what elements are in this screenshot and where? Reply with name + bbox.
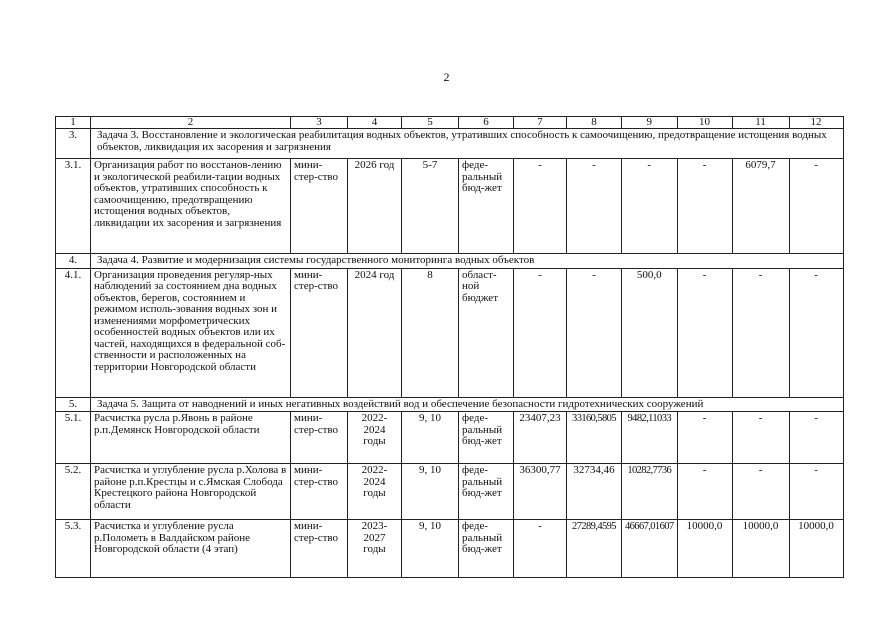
funding-value-col12: - — [789, 268, 843, 397]
column-number: 1 — [56, 117, 91, 129]
executor: мини-стер-ство — [291, 520, 348, 578]
indicator-numbers: 5-7 — [402, 159, 459, 254]
executor: мини-стер-ство — [291, 159, 348, 254]
program-table — [55, 116, 844, 578]
task-title: Задача 3. Восстановление и экологическая реабилитация водных объектов, утративших способность к самоочищению, предотвращение истощения водных объектов, ликвидация их засорения и загрязнения — [91, 129, 844, 159]
column-number: 6 — [459, 117, 514, 129]
funding-value-col7: - — [514, 268, 567, 397]
funding-source: феде-ральный бюд-жет — [459, 464, 514, 520]
funding-value-col11: 10000,0 — [732, 520, 789, 578]
funding-value-col7: 36300,77 — [514, 464, 567, 520]
indicator-numbers: 9, 10 — [402, 520, 459, 578]
period: 2024 год — [348, 268, 402, 397]
column-number: 8 — [567, 117, 622, 129]
column-number: 12 — [789, 117, 843, 129]
funding-source: област-ной бюджет — [459, 268, 514, 397]
executor: мини-стер-ство — [291, 412, 348, 464]
funding-value-col7: - — [514, 520, 567, 578]
funding-value-col11: - — [732, 412, 789, 464]
row-number: 5.2. — [56, 464, 91, 520]
row-number: 5.1. — [56, 412, 91, 464]
row-number: 5. — [56, 397, 91, 412]
page-number: 2 — [443, 70, 450, 84]
funding-value-col10: - — [677, 159, 732, 254]
task-row — [56, 129, 844, 159]
funding-value-col9: 46667,01607 — [622, 520, 678, 578]
funding-value-col10: - — [677, 412, 732, 464]
activity-name: Расчистка и углубление русла р.Холова в районе р.п.Крестцы и с.Ямская Слобода Крестецкого района Новгородской области — [91, 464, 291, 520]
column-number: 7 — [514, 117, 567, 129]
column-number: 2 — [91, 117, 291, 129]
funding-value-col8: 33160,5805 — [567, 412, 622, 464]
funding-value-col11: 6079,7 — [732, 159, 789, 254]
funding-value-col9: 500,0 — [622, 268, 678, 397]
executor: мини-стер-ство — [291, 464, 348, 520]
funding-value-col12: - — [789, 159, 843, 254]
indicator-numbers: 9, 10 — [402, 464, 459, 520]
row-number: 4. — [56, 254, 91, 269]
funding-value-col11: - — [732, 268, 789, 397]
task-row — [56, 254, 844, 269]
row-number: 5.3. — [56, 520, 91, 578]
funding-value-col12: 10000,0 — [789, 520, 843, 578]
funding-value-col9: - — [622, 159, 678, 254]
activity-row — [56, 159, 844, 254]
executor: мини-стер-ство — [291, 268, 348, 397]
funding-value-col9: 10282,7736 — [622, 464, 678, 520]
funding-source: феде-ральный бюд-жет — [459, 159, 514, 254]
activity-row — [56, 412, 844, 464]
funding-value-col10: 10000,0 — [677, 520, 732, 578]
activity-name: Расчистка русла р.Явонь в районе р.п.Демянск Новгородской области — [91, 412, 291, 464]
column-number: 10 — [677, 117, 732, 129]
period: 2022-2024 годы — [348, 464, 402, 520]
period: 2023-2027 годы — [348, 520, 402, 578]
task-title: Задача 5. Защита от наводнений и иных негативных воздействий вод и обеспечение безопасности гидротехнических сооружений — [91, 397, 844, 412]
funding-value-col7: - — [514, 159, 567, 254]
funding-value-col8: - — [567, 159, 622, 254]
column-number: 5 — [402, 117, 459, 129]
activity-name: Организация проведения регуляр-ных наблюдений за состоянием дна водных объектов, берегов, состоянием и режимом исполь-зования водных зон и изменениями морфометрических особенностей водных объектов или их частей, находящихся в федеральной соб-ственности и расположенных на территории Новгородской области — [91, 268, 291, 397]
funding-source: феде-ральный бюд-жет — [459, 412, 514, 464]
funding-value-col8: 32734,46 — [567, 464, 622, 520]
column-number: 3 — [291, 117, 348, 129]
funding-value-col12: - — [789, 464, 843, 520]
funding-value-col8: - — [567, 268, 622, 397]
row-number: 4.1. — [56, 268, 91, 397]
activity-row — [56, 520, 844, 578]
funding-value-col11: - — [732, 464, 789, 520]
column-number-row — [56, 117, 844, 129]
funding-value-col10: - — [677, 464, 732, 520]
funding-source: феде-ральный бюд-жет — [459, 520, 514, 578]
funding-value-col9: 9482,11033 — [622, 412, 678, 464]
row-number: 3. — [56, 129, 91, 159]
activity-row — [56, 464, 844, 520]
row-number: 3.1. — [56, 159, 91, 254]
task-row — [56, 397, 844, 412]
activity-name: Расчистка и углубление русла р.Полометь в Валдайском районе Новгородской области (4 этап) — [91, 520, 291, 578]
task-title: Задача 4. Развитие и модернизация системы государственного мониторинга водных объектов — [91, 254, 844, 269]
activity-row — [56, 268, 844, 397]
funding-value-col12: - — [789, 412, 843, 464]
column-number: 4 — [348, 117, 402, 129]
funding-value-col7: 23407,23 — [514, 412, 567, 464]
indicator-numbers: 9, 10 — [402, 412, 459, 464]
column-number: 11 — [732, 117, 789, 129]
indicator-numbers: 8 — [402, 268, 459, 397]
activity-name: Организация работ по восстанов-лению и экологической реабили-тации водных объектов, утративших способность к самоочищению, предотвращению истощения водных объектов, ликвидации их засорения и загрязнения — [91, 159, 291, 254]
period: 2026 год — [348, 159, 402, 254]
period: 2022-2024 годы — [348, 412, 402, 464]
funding-value-col8: 27289,4595 — [567, 520, 622, 578]
funding-value-col10: - — [677, 268, 732, 397]
column-number: 9 — [622, 117, 678, 129]
